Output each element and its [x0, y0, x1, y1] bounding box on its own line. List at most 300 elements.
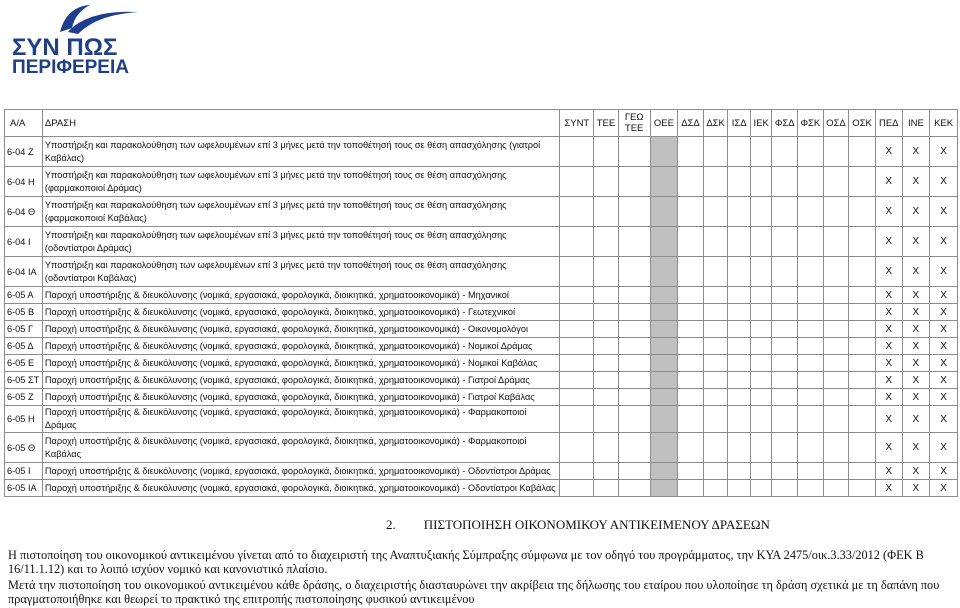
empty-cell — [560, 137, 594, 167]
empty-cell — [594, 227, 619, 257]
table-row — [5, 372, 958, 389]
empty-cell — [823, 197, 849, 227]
action-description: Υποστήριξη και παρακολούθηση των ωφελουμένων επί 3 μήνες μετά την τοποθέτησή τους σε θέση απασχόλησης (φαρμακοποιοί Δράμας) — [42, 167, 559, 197]
action-description: Παροχή υποστήριξης & διευκόλυνσης (νομικά, εργασιακά, φορολογικά, διοικητικά, χρηματοοικονομικά) - Οικονομολόγοι — [42, 321, 559, 338]
column-header: ΙΝΕ — [902, 110, 930, 137]
mark-cell: Χ — [930, 227, 958, 257]
empty-cell — [728, 321, 751, 338]
column-header: ΟΕΕ — [650, 110, 678, 137]
empty-cell — [678, 137, 704, 167]
empty-cell — [618, 372, 650, 389]
empty-cell — [798, 406, 824, 433]
empty-cell — [750, 321, 772, 338]
mark-cell: Χ — [902, 304, 930, 321]
empty-cell — [594, 372, 619, 389]
empty-cell — [703, 197, 728, 227]
empty-cell — [728, 257, 751, 287]
shaded-cell — [650, 372, 678, 389]
empty-cell — [798, 287, 824, 304]
empty-cell — [703, 480, 728, 497]
empty-cell — [849, 321, 876, 338]
empty-cell — [772, 304, 798, 321]
paragraph-certification: Η πιστοποίηση του οικονομικού αντικειμένου γίνεται από το διαχειριστή της Αναπτυξιακής Σύμπραξης σύμφωνα με τον οδηγό του προγράμματος, την ΚΥΑ 2475/οικ.3.33/2012 (ΦΕΚ Β 16/11.1.12) και το λοιπό ισχύον νομικό και κανονιστικό πλαίσιο. — [8, 548, 924, 576]
action-code: 6-05 Β — [5, 304, 43, 321]
mark-cell: Χ — [930, 338, 958, 355]
column-header: ΦΣΚ — [798, 110, 824, 137]
mark-cell: Χ — [930, 304, 958, 321]
empty-cell — [849, 463, 876, 480]
mark-cell: Χ — [902, 338, 930, 355]
empty-cell — [560, 433, 594, 463]
action-code: 6-05 Δ — [5, 338, 43, 355]
empty-cell — [798, 304, 824, 321]
table-row — [5, 321, 958, 338]
empty-cell — [594, 321, 619, 338]
action-code: 6-04 Ζ — [5, 137, 43, 167]
empty-cell — [798, 137, 824, 167]
empty-cell — [678, 257, 704, 287]
shaded-cell — [650, 287, 678, 304]
mark-cell: Χ — [902, 197, 930, 227]
empty-cell — [618, 227, 650, 257]
column-header: ΦΣΔ — [772, 110, 798, 137]
mark-cell: Χ — [930, 480, 958, 497]
table-header-row — [5, 110, 958, 137]
actions-table — [4, 109, 958, 497]
mark-cell: Χ — [875, 197, 902, 227]
empty-cell — [728, 304, 751, 321]
empty-cell — [678, 197, 704, 227]
action-description: Παροχή υποστήριξης & διευκόλυνσης (νομικά, εργασιακά, φορολογικά, διοικητικά, χρηματοοικονομικά) - Φαρμακοποιοί Δράμας — [42, 406, 559, 433]
empty-cell — [618, 355, 650, 372]
empty-cell — [678, 167, 704, 197]
action-description: Παροχή υποστήριξης & διευκόλυνσης (νομικά, εργασιακά, φορολογικά, διοικητικά, χρηματοοικονομικά) - Οδοντίατροι Καβάλας — [42, 480, 559, 497]
empty-cell — [703, 257, 728, 287]
empty-cell — [594, 480, 619, 497]
empty-cell — [703, 355, 728, 372]
paragraph-verification: Μετά την πιστοποίηση του οικονομικού αντικειμένου κάθε δράσης, ο διαχειριστής διασταυρώνει την ακρίβεια της δήλωσης του εταίρου που υλοποίησε τη δράση σχετικά με τη δαπάνη που πραγματοποιήθηκε και θεωρεί το πρακτικό της επιτροπής πιστοποίησης φυσικού αντικειμένου — [8, 578, 940, 606]
section-title: ΠΙΣΤΟΠΟΙΗΣΗ ΟΙΚΟΝΟΜΙΚΟΥ ΑΝΤΙΚΕΙΜΕΝΟΥ ΔΡΑΣΕΩΝ — [423, 517, 770, 532]
mark-cell: Χ — [902, 321, 930, 338]
empty-cell — [618, 389, 650, 406]
action-code: 6-05 Ι — [5, 463, 43, 480]
empty-cell — [703, 389, 728, 406]
mark-cell: Χ — [902, 372, 930, 389]
empty-cell — [728, 167, 751, 197]
table-row — [5, 227, 958, 257]
table-row — [5, 355, 958, 372]
table-row — [5, 433, 958, 463]
empty-cell — [728, 372, 751, 389]
shaded-cell — [650, 480, 678, 497]
empty-cell — [750, 338, 772, 355]
empty-cell — [823, 406, 849, 433]
empty-cell — [594, 355, 619, 372]
empty-cell — [750, 304, 772, 321]
empty-cell — [728, 433, 751, 463]
empty-cell — [823, 257, 849, 287]
empty-cell — [728, 480, 751, 497]
table-row — [5, 257, 958, 287]
empty-cell — [849, 257, 876, 287]
empty-cell — [703, 372, 728, 389]
action-description: Υποστήριξη και παρακολούθηση των ωφελουμένων επί 3 μήνες μετά την τοποθέτησή τους σε θέση απασχόλησης (γιατροί Καβάλας) — [42, 137, 559, 167]
empty-cell — [678, 463, 704, 480]
empty-cell — [678, 372, 704, 389]
mark-cell: Χ — [902, 287, 930, 304]
mark-cell: Χ — [875, 257, 902, 287]
empty-cell — [750, 389, 772, 406]
empty-cell — [750, 480, 772, 497]
empty-cell — [728, 227, 751, 257]
empty-cell — [678, 406, 704, 433]
empty-cell — [703, 338, 728, 355]
empty-cell — [750, 197, 772, 227]
action-description: Παροχή υποστήριξης & διευκόλυνσης (νομικά, εργασιακά, φορολογικά, διοικητικά, χρηματοοικονομικά) - Φαρμακοποιοί Καβάλας — [42, 433, 559, 463]
empty-cell — [618, 304, 650, 321]
table-row — [5, 287, 958, 304]
empty-cell — [849, 197, 876, 227]
action-code: 6-05 Ζ — [5, 389, 43, 406]
empty-cell — [703, 287, 728, 304]
mark-cell: Χ — [902, 167, 930, 197]
empty-cell — [772, 137, 798, 167]
empty-cell — [849, 304, 876, 321]
shaded-cell — [650, 167, 678, 197]
empty-cell — [560, 304, 594, 321]
action-code: 6-04 Θ — [5, 197, 43, 227]
mark-cell: Χ — [875, 227, 902, 257]
action-description: Υποστήριξη και παρακολούθηση των ωφελουμένων επί 3 μήνες μετά την τοποθέτησή τους σε θέση απασχόλησης (οδοντίατροι Δράμας) — [42, 227, 559, 257]
empty-cell — [798, 372, 824, 389]
mark-cell: Χ — [930, 372, 958, 389]
mark-cell: Χ — [930, 137, 958, 167]
logo — [8, 2, 158, 84]
empty-cell — [594, 287, 619, 304]
empty-cell — [798, 480, 824, 497]
empty-cell — [849, 227, 876, 257]
empty-cell — [750, 372, 772, 389]
empty-cell — [703, 137, 728, 167]
empty-cell — [823, 137, 849, 167]
empty-cell — [750, 406, 772, 433]
empty-cell — [728, 355, 751, 372]
empty-cell — [849, 406, 876, 433]
empty-cell — [823, 304, 849, 321]
mark-cell: Χ — [902, 480, 930, 497]
column-header: ΟΣΔ — [823, 110, 849, 137]
shaded-cell — [650, 304, 678, 321]
action-code: 6-05 ΙΑ — [5, 480, 43, 497]
empty-cell — [772, 257, 798, 287]
column-header: ΔΣΚ — [703, 110, 728, 137]
empty-cell — [618, 433, 650, 463]
column-header: ΙΣΔ — [728, 110, 751, 137]
empty-cell — [798, 389, 824, 406]
empty-cell — [849, 167, 876, 197]
mark-cell: Χ — [875, 355, 902, 372]
mark-cell: Χ — [930, 389, 958, 406]
mark-cell: Χ — [875, 433, 902, 463]
empty-cell — [772, 463, 798, 480]
shaded-cell — [650, 463, 678, 480]
mark-cell: Χ — [875, 137, 902, 167]
column-header: ΟΣΚ — [849, 110, 876, 137]
table-row — [5, 463, 958, 480]
column-header: ΙΕΚ — [750, 110, 772, 137]
empty-cell — [772, 389, 798, 406]
empty-cell — [678, 227, 704, 257]
empty-cell — [750, 287, 772, 304]
mark-cell: Χ — [902, 433, 930, 463]
mark-cell: Χ — [902, 389, 930, 406]
empty-cell — [678, 338, 704, 355]
empty-cell — [594, 197, 619, 227]
empty-cell — [560, 355, 594, 372]
empty-cell — [750, 355, 772, 372]
mark-cell: Χ — [875, 372, 902, 389]
empty-cell — [618, 287, 650, 304]
empty-cell — [703, 463, 728, 480]
empty-cell — [678, 433, 704, 463]
empty-cell — [823, 463, 849, 480]
empty-cell — [618, 463, 650, 480]
empty-cell — [823, 480, 849, 497]
empty-cell — [560, 480, 594, 497]
empty-cell — [823, 167, 849, 197]
mark-cell: Χ — [902, 355, 930, 372]
empty-cell — [823, 355, 849, 372]
empty-cell — [750, 167, 772, 197]
empty-cell — [618, 257, 650, 287]
shaded-cell — [650, 406, 678, 433]
empty-cell — [772, 197, 798, 227]
empty-cell — [849, 287, 876, 304]
empty-cell — [618, 167, 650, 197]
empty-cell — [849, 480, 876, 497]
empty-cell — [594, 406, 619, 433]
shaded-cell — [650, 355, 678, 372]
empty-cell — [560, 321, 594, 338]
empty-cell — [560, 227, 594, 257]
mark-cell: Χ — [930, 167, 958, 197]
mark-cell: Χ — [875, 406, 902, 433]
column-header: ΔΣΔ — [678, 110, 704, 137]
empty-cell — [678, 355, 704, 372]
mark-cell: Χ — [875, 463, 902, 480]
empty-cell — [772, 372, 798, 389]
empty-cell — [798, 338, 824, 355]
action-code: 6-05 Η — [5, 406, 43, 433]
column-header: ΣΥΝΤ — [560, 110, 594, 137]
action-code: 6-05 Γ — [5, 321, 43, 338]
shaded-cell — [650, 321, 678, 338]
empty-cell — [594, 167, 619, 197]
empty-cell — [798, 197, 824, 227]
empty-cell — [594, 463, 619, 480]
action-code: 6-05 Ε — [5, 355, 43, 372]
shaded-cell — [650, 257, 678, 287]
empty-cell — [678, 304, 704, 321]
empty-cell — [849, 433, 876, 463]
empty-cell — [560, 372, 594, 389]
empty-cell — [772, 227, 798, 257]
column-header: ΚΕΚ — [930, 110, 958, 137]
table-row — [5, 137, 958, 167]
column-header: ΠΕΔ — [875, 110, 902, 137]
mark-cell: Χ — [902, 406, 930, 433]
empty-cell — [772, 355, 798, 372]
empty-cell — [728, 406, 751, 433]
empty-cell — [823, 389, 849, 406]
action-code: 6-04 Η — [5, 167, 43, 197]
empty-cell — [594, 137, 619, 167]
column-header: ΔΡΑΣΗ — [42, 110, 559, 137]
mark-cell: Χ — [930, 287, 958, 304]
empty-cell — [560, 287, 594, 304]
empty-cell — [560, 406, 594, 433]
empty-cell — [618, 480, 650, 497]
empty-cell — [750, 463, 772, 480]
shaded-cell — [650, 197, 678, 227]
mark-cell: Χ — [930, 321, 958, 338]
empty-cell — [728, 463, 751, 480]
empty-cell — [772, 287, 798, 304]
empty-cell — [594, 257, 619, 287]
empty-cell — [594, 389, 619, 406]
mark-cell: Χ — [902, 137, 930, 167]
empty-cell — [594, 433, 619, 463]
empty-cell — [560, 463, 594, 480]
mark-cell: Χ — [875, 321, 902, 338]
table-row — [5, 304, 958, 321]
empty-cell — [703, 321, 728, 338]
empty-cell — [823, 338, 849, 355]
shaded-cell — [650, 227, 678, 257]
empty-cell — [678, 287, 704, 304]
mark-cell: Χ — [930, 257, 958, 287]
mark-cell: Χ — [902, 227, 930, 257]
empty-cell — [849, 389, 876, 406]
empty-cell — [618, 338, 650, 355]
mark-cell: Χ — [902, 257, 930, 287]
empty-cell — [823, 321, 849, 338]
empty-cell — [703, 167, 728, 197]
empty-cell — [750, 433, 772, 463]
empty-cell — [849, 355, 876, 372]
empty-cell — [772, 480, 798, 497]
empty-cell — [798, 167, 824, 197]
mark-cell: Χ — [930, 433, 958, 463]
action-code: 6-04 Ι — [5, 227, 43, 257]
empty-cell — [750, 227, 772, 257]
table-row — [5, 167, 958, 197]
empty-cell — [798, 321, 824, 338]
mark-cell: Χ — [875, 167, 902, 197]
shaded-cell — [650, 338, 678, 355]
empty-cell — [560, 389, 594, 406]
empty-cell — [849, 372, 876, 389]
empty-cell — [728, 137, 751, 167]
logo-text-top: ΣΥΝ ΠΩΣ — [12, 34, 118, 61]
logo-text-bottom: ΠΕΡΙΦΕΡΕΙΑ — [12, 57, 129, 78]
column-header: Α/Α — [5, 110, 43, 137]
empty-cell — [823, 227, 849, 257]
empty-cell — [678, 480, 704, 497]
action-description: Υποστήριξη και παρακολούθηση των ωφελουμένων επί 3 μήνες μετά την τοποθέτησή τους σε θέση απασχόλησης (φαρμακοποιοί Καβάλας) — [42, 197, 559, 227]
mark-cell: Χ — [930, 406, 958, 433]
empty-cell — [560, 167, 594, 197]
empty-cell — [728, 389, 751, 406]
table-row — [5, 197, 958, 227]
empty-cell — [823, 433, 849, 463]
empty-cell — [703, 433, 728, 463]
empty-cell — [618, 321, 650, 338]
empty-cell — [703, 406, 728, 433]
mark-cell: Χ — [930, 355, 958, 372]
empty-cell — [798, 463, 824, 480]
action-description: Υποστήριξη και παρακολούθηση των ωφελουμένων επί 3 μήνες μετά την τοποθέτησή τους σε θέση απασχόλησης (οδοντίατροι Καβάλας) — [42, 257, 559, 287]
empty-cell — [618, 197, 650, 227]
empty-cell — [772, 406, 798, 433]
empty-cell — [772, 167, 798, 197]
empty-cell — [772, 321, 798, 338]
empty-cell — [618, 137, 650, 167]
empty-cell — [750, 137, 772, 167]
action-description: Παροχή υποστήριξης & διευκόλυνσης (νομικά, εργασιακά, φορολογικά, διοικητικά, χρηματοοικονομικά) - Νομικοί Δράμας — [42, 338, 559, 355]
mark-cell: Χ — [875, 338, 902, 355]
empty-cell — [594, 338, 619, 355]
action-description: Παροχή υποστήριξης & διευκόλυνσης (νομικά, εργασιακά, φορολογικά, διοικητικά, χρηματοοικονομικά) - Γιατροί Δράμας — [42, 372, 559, 389]
empty-cell — [560, 197, 594, 227]
empty-cell — [703, 304, 728, 321]
action-code: 6-05 Α — [5, 287, 43, 304]
shaded-cell — [650, 389, 678, 406]
table-row — [5, 338, 958, 355]
empty-cell — [823, 372, 849, 389]
action-code: 6-05 Θ — [5, 433, 43, 463]
table-row — [5, 480, 958, 497]
action-description: Παροχή υποστήριξης & διευκόλυνσης (νομικά, εργασιακά, φορολογικά, διοικητικά, χρηματοοικονομικά) - Νομικοί Καβάλας — [42, 355, 559, 372]
empty-cell — [823, 287, 849, 304]
action-description: Παροχή υποστήριξης & διευκόλυνσης (νομικά, εργασιακά, φορολογικά, διοικητικά, χρηματοοικονομικά) - Γεωτεχνικοί — [42, 304, 559, 321]
action-description: Παροχή υποστήριξης & διευκόλυνσης (νομικά, εργασιακά, φορολογικά, διοικητικά, χρηματοοικονομικά) - Οδοντίατροι Δράμας — [42, 463, 559, 480]
empty-cell — [618, 406, 650, 433]
table-row — [5, 389, 958, 406]
empty-cell — [849, 338, 876, 355]
mark-cell: Χ — [902, 463, 930, 480]
empty-cell — [798, 433, 824, 463]
empty-cell — [703, 227, 728, 257]
empty-cell — [798, 257, 824, 287]
empty-cell — [728, 287, 751, 304]
table-body — [5, 137, 958, 497]
empty-cell — [594, 304, 619, 321]
empty-cell — [560, 257, 594, 287]
section-heading — [386, 517, 770, 533]
empty-cell — [750, 257, 772, 287]
mark-cell: Χ — [930, 463, 958, 480]
action-code: 6-05 ΣΤ — [5, 372, 43, 389]
empty-cell — [728, 338, 751, 355]
column-header: ΤΕΕ — [594, 110, 619, 137]
mark-cell: Χ — [875, 287, 902, 304]
column-header: ΓΕΩ ΤΕΕ — [618, 110, 650, 137]
empty-cell — [678, 389, 704, 406]
shaded-cell — [650, 137, 678, 167]
mark-cell: Χ — [930, 197, 958, 227]
empty-cell — [849, 137, 876, 167]
